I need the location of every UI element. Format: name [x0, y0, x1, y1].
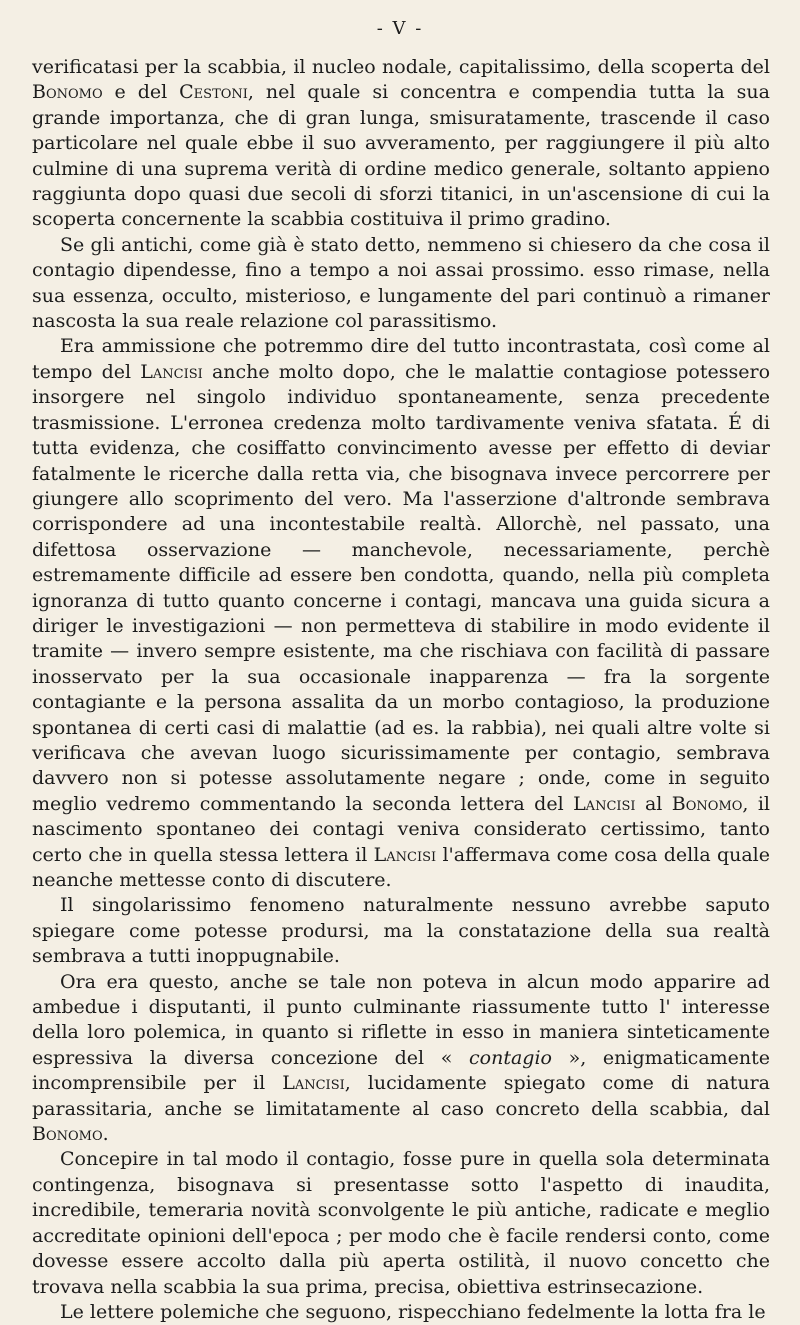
name-bonomo: Bonomo: [32, 1123, 103, 1146]
paragraph-6-text: Concepire in tal modo il contagio, fosse pure in quella sola determinata contingenza, bisognava si presentasse sotto l'aspetto di inaudita, incredibile, temeraria novità sconvolgente le più antiche, radicate e meglio accreditate opinioni dell'epoca ; per modo che è facile rendersi conto, come dovesse essere accolto dalla più aperta ostilità, il nuovo concetto che trovava nella scabbia la sua prima, precisa, obiettiva estrinsecazione.: [32, 1148, 770, 1298]
paragraph-4: [32, 893, 770, 969]
name-lancisi: Lancisi: [573, 792, 636, 815]
paragraph-7-text: Le lettere polemiche che seguono, rispecchiano fedelmente la lotta fra le: [60, 1300, 766, 1323]
paragraph-5-text-c: , lucidamente spiegato come di natura parassitaria, anche se limitatamente al caso concreto della scabbia, dal: [32, 1072, 770, 1120]
paragraph-1: [32, 55, 770, 233]
paragraph-3-text-c: al: [644, 792, 663, 815]
name-lancisi: Lancisi: [373, 843, 437, 866]
paragraph-3-text-b: anche molto dopo, che le malattie contagiose potessero insorgere nel singolo individuo spontaneamente, senza precedente trasmissione. L'erronea credenza molto tardivamente veniva sfatata. É di tutta evidenza, che cosiffatto convincimento avesse per effetto di deviar fatalmente le ricerche dalla retta via, che bisognava invece percorrere per giungere allo scoprimento del vero. Ma l'asserzione d'altronde sembrava corrispondere ad una incontestabile realtà. Allorchè, nel passato, una difettosa osservazione — manchevole, necessariamente, perchè estremamente difficile ad essere ben condotta, quando, nella più completa ignoranza di tutto quanto concerne i contagi, mancava una guida sicura a diriger le investigazioni — non permetteva di stabilire in modo evidente il tramite — invero sempre esistente, ma che rischiava con facilità di passare inosservato per la sua occasionale inapparenza — fra la sorgente contagiante e la persona assalita da un morbo contagioso, la produzione spontanea di certi casi di malattie (ad es. la rabbia), nei quali altre volte si verificava che avevan luogo sicurissimamente per contagio, sembrava davvero non si potesse assolutamente negare ; onde, come in seguito meglio vedremo commentando la seconda lettera del: [32, 360, 771, 815]
body-text: [32, 55, 770, 1325]
paragraph-3: [32, 334, 770, 893]
term-contagio: contagio: [469, 1046, 552, 1069]
paragraph-5-text-d: .: [102, 1123, 109, 1146]
paragraph-4-text: Il singolarissimo fenomeno naturalmente nessuno avrebbe saputo spiegare come potesse prodursi, ma la constatazione della sua realtà sembrava a tutti inoppugnabile.: [32, 894, 770, 968]
page-number: - V -: [376, 18, 424, 39]
name-lancisi: Lancisi: [140, 360, 203, 383]
paragraph-5: [32, 970, 770, 1148]
name-cestoni: Cestoni: [179, 81, 248, 104]
name-bonomo: Bonomo: [671, 792, 743, 815]
paragraph-5-text-b: », enigmaticamente incomprensibile per il: [32, 1046, 771, 1095]
paragraph-6: [32, 1147, 770, 1299]
paragraph-1-text: verificatasi per la scabbia, il nucleo nodale, capitalissimo, della scoperta del Bonomo e del Cestoni, nel quale si concentra e compendia tutta la sua grande importanza, che di gran lunga, smisuratamente, trascende il caso particolare nel quale ebbe il suo avveramento, per raggiungere il più alto culmine di una suprema verità di ordine medico generale, soltanto appieno raggiunta dopo quasi due secoli di sforzi titanici, in un'ascensione di cui la scoperta concernente la scabbia costituiva il primo gradino.: [32, 56, 770, 231]
paragraph-2: [32, 233, 770, 335]
paragraph-7: [32, 1300, 770, 1325]
paragraph-3-text-d: , il nascimento spontaneo dei contagi veniva considerato certissimo, tanto certo che in quella stessa lettera il: [32, 792, 771, 866]
paragraph-3-text-a: Era ammissione che potremmo dire del tutto incontrastata, così come al tempo del: [32, 335, 770, 383]
paragraph-2-text: Se gli antichi, come già è stato detto, nemmeno si chiesero da che cosa il contagio dipendesse, fino a tempo a noi assai prossimo. esso rimase, nella sua essenza, occulto, misterioso, e lungamente del pari continuò a rimaner nascosta la sua reale relazione col parassitismo.: [32, 233, 770, 333]
paragraph-5-text-a: Ora era questo, anche se tale non poteva in alcun modo apparire ad ambedue i disputanti, il punto culminante riassumente tutto l' interesse della loro polemica, in quanto si riflette in esso in maniera sinteticamente espressiva la diversa concezione del «: [32, 970, 770, 1069]
name-lancisi: Lancisi: [282, 1072, 345, 1095]
name-bonomo: Bonomo: [32, 81, 103, 104]
paragraph-3-text-e: l'affermava come cosa della quale neanche mettesse conto di discutere.: [32, 843, 770, 891]
